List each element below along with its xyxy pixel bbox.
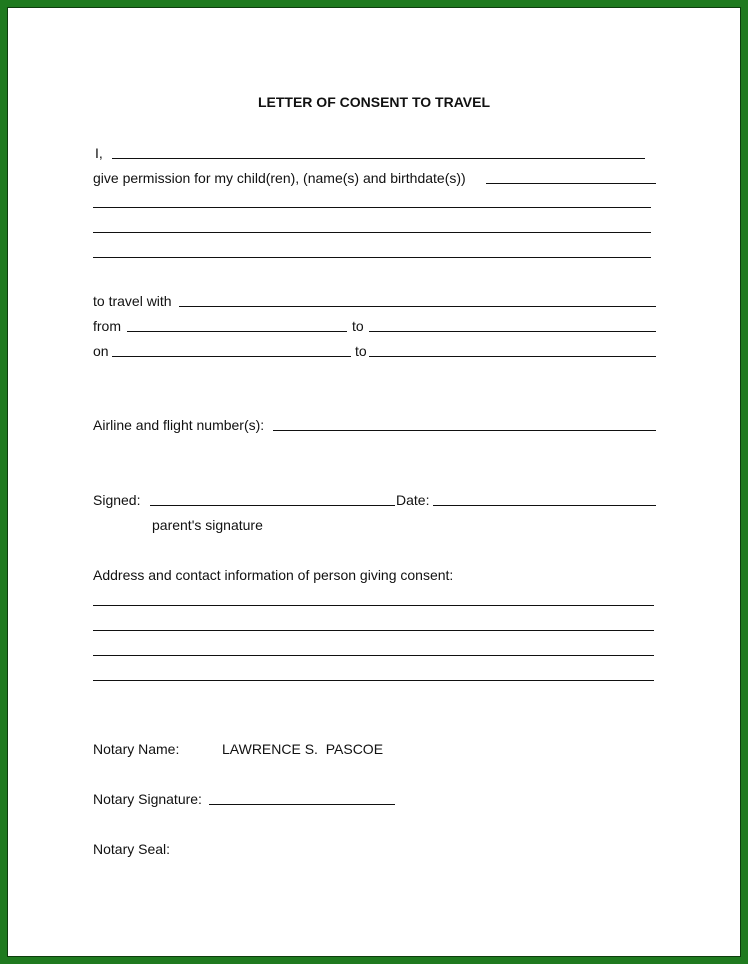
label-date: Date: bbox=[396, 492, 430, 508]
address-line-1[interactable] bbox=[93, 605, 654, 606]
travel-with-line[interactable] bbox=[179, 306, 656, 307]
on-to-line[interactable] bbox=[369, 356, 656, 357]
label-on-to: to bbox=[355, 343, 367, 359]
address-line-2[interactable] bbox=[93, 630, 654, 631]
signature-line[interactable] bbox=[150, 505, 395, 506]
address-line-3[interactable] bbox=[93, 655, 654, 656]
label-i: I, bbox=[95, 145, 103, 161]
on-line[interactable] bbox=[112, 356, 351, 357]
label-signed: Signed: bbox=[93, 492, 141, 508]
notary-name-value: LAWRENCE S. PASCOE bbox=[222, 741, 384, 757]
address-line-4[interactable] bbox=[93, 680, 654, 681]
label-airline: Airline and flight number(s): bbox=[93, 417, 265, 433]
label-notary-name: Notary Name: bbox=[93, 741, 180, 757]
label-from-to: to bbox=[352, 318, 364, 334]
label-travel-with: to travel with bbox=[93, 293, 172, 309]
children-line-3[interactable] bbox=[93, 232, 651, 233]
document-title: LETTER OF CONSENT TO TRAVEL bbox=[257, 94, 491, 110]
label-address: Address and contact information of person giving consent: bbox=[93, 567, 454, 583]
from-to-line[interactable] bbox=[369, 331, 656, 332]
notary-signature-line[interactable] bbox=[209, 804, 395, 805]
label-permission: give permission for my child(ren), (name(s) and birthdate(s)) bbox=[93, 170, 466, 186]
from-line[interactable] bbox=[127, 331, 347, 332]
label-from: from bbox=[93, 318, 121, 334]
airline-line[interactable] bbox=[273, 430, 656, 431]
page-frame-inner bbox=[7, 7, 741, 957]
children-line-4[interactable] bbox=[93, 257, 651, 258]
label-parent-signature: parent's signature bbox=[152, 517, 263, 533]
label-notary-seal: Notary Seal: bbox=[93, 841, 171, 857]
children-line-2[interactable] bbox=[93, 207, 651, 208]
label-on: on bbox=[93, 343, 109, 359]
date-line[interactable] bbox=[433, 505, 656, 506]
name-line[interactable] bbox=[112, 158, 645, 159]
children-line-1[interactable] bbox=[486, 183, 656, 184]
label-notary-signature: Notary Signature: bbox=[93, 791, 202, 807]
